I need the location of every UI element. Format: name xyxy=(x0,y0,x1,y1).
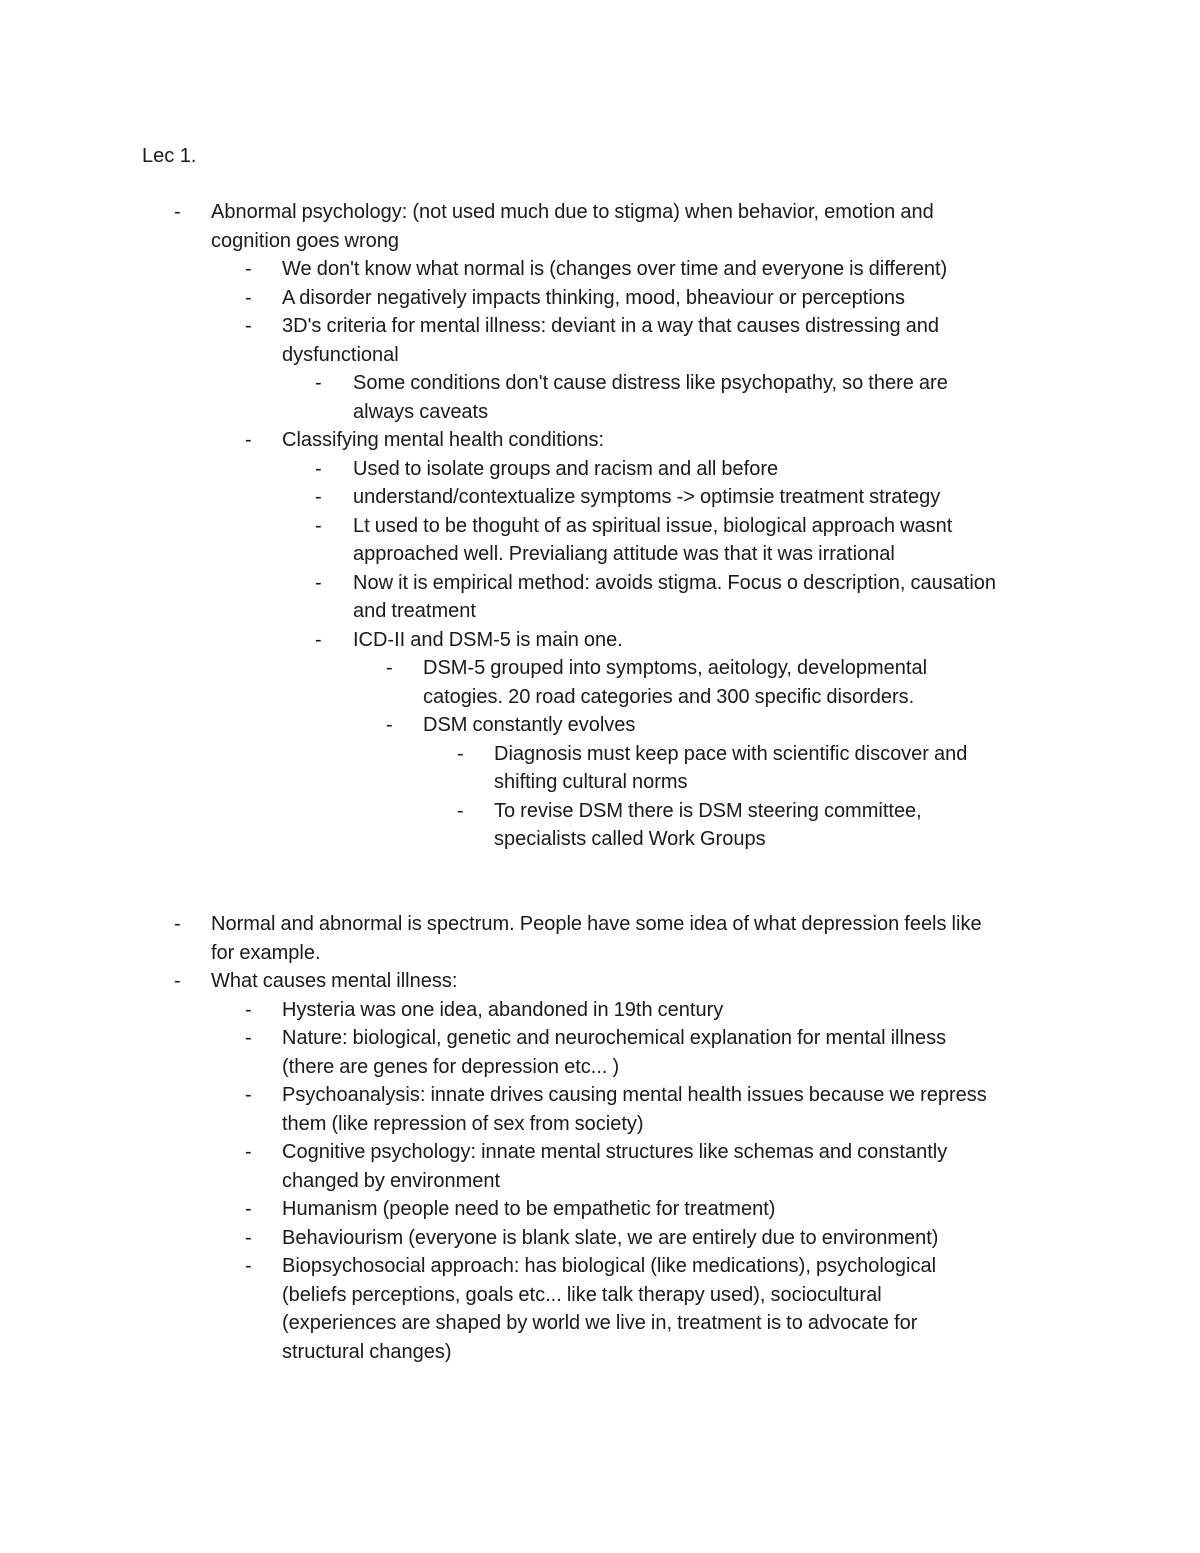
text-line: structural changes) xyxy=(282,1340,452,1363)
bullet-dash: - xyxy=(245,429,252,451)
list-item-text xyxy=(353,512,1056,569)
list-item xyxy=(0,569,1200,626)
text-line: Humanism (people need to be empathetic for treatment) xyxy=(282,1198,776,1220)
list-item xyxy=(0,1195,1200,1224)
text-line: Used to isolate groups and racism and all before xyxy=(353,457,779,480)
list-item-text xyxy=(282,1138,1056,1195)
bullet-dash: - xyxy=(245,1141,252,1163)
text-line: Biopsychosocial approach: has biological (like medications), psychological xyxy=(282,1255,937,1277)
text-line: Hysteria was one idea, abandoned in 19th century xyxy=(282,998,724,1021)
text-line: Classifying mental health conditions: xyxy=(282,429,605,451)
text-line: Now it is empirical method: avoids stigma. Focus o description, causation xyxy=(353,571,997,594)
text-line: To revise DSM there is DSM steering committee, xyxy=(494,799,922,822)
list-item-text xyxy=(282,1081,1056,1138)
list-item xyxy=(0,312,1200,369)
bullet-dash: - xyxy=(245,315,252,337)
bullet-dash: - xyxy=(315,457,322,480)
text-line: approached well. Previaliang attitude was that it was irrational xyxy=(353,543,895,565)
bullet-dash: - xyxy=(245,998,252,1021)
list-item-text xyxy=(282,284,1056,313)
list-item xyxy=(0,1224,1200,1253)
list-item-text xyxy=(353,455,1056,484)
bullet-dash: - xyxy=(245,1084,252,1106)
text-line: Diagnosis must keep pace with scientific discover and xyxy=(494,742,968,765)
list-item xyxy=(0,740,1200,797)
text-line: shifting cultural norms xyxy=(494,771,688,793)
list-item xyxy=(0,1252,1200,1366)
list-item-text xyxy=(353,483,1056,512)
list-item xyxy=(0,654,1200,711)
text-line: Behaviourism (everyone is blank slate, we are entirely due to environment) xyxy=(282,1226,939,1249)
bullet-dash: - xyxy=(245,1198,252,1220)
text-line: ICD-II and DSM-5 is main one. xyxy=(353,628,623,651)
list-item-text xyxy=(423,711,1023,740)
bullet-dash: - xyxy=(315,571,322,594)
text-line: DSM constantly evolves xyxy=(423,714,636,736)
list-item xyxy=(0,255,1200,284)
list-item-text xyxy=(211,910,1056,967)
text-line: (beliefs perceptions, goals etc... like talk therapy used), sociocultural xyxy=(282,1283,882,1306)
list-item xyxy=(0,1138,1200,1195)
text-line: Lt used to be thoguht of as spiritual issue, biological approach wasnt xyxy=(353,514,953,537)
text-line: specialists called Work Groups xyxy=(494,828,766,850)
list-item xyxy=(0,455,1200,484)
bullet-dash: - xyxy=(315,514,322,537)
list-item xyxy=(0,512,1200,569)
list-item-text xyxy=(282,1252,1056,1366)
bullet-dash: - xyxy=(315,372,322,394)
bullet-dash: - xyxy=(315,486,322,508)
text-line: for example. xyxy=(211,941,321,964)
list-item-text xyxy=(353,569,1056,626)
bullet-dash: - xyxy=(315,628,322,651)
list-item xyxy=(0,483,1200,512)
text-line: catogies. 20 road categories and 300 specific disorders. xyxy=(423,685,915,708)
list-item-text xyxy=(423,654,1023,711)
list-item-text xyxy=(353,369,1056,426)
list-item xyxy=(0,626,1200,655)
list-item-text xyxy=(494,740,1034,797)
text-line: A disorder negatively impacts thinking, mood, bheaviour or perceptions xyxy=(282,286,906,309)
text-line: Cognitive psychology: innate mental structures like schemas and constantly xyxy=(282,1141,948,1163)
bullet-dash: - xyxy=(245,286,252,309)
text-line: What causes mental illness: xyxy=(211,970,458,992)
text-line: Psychoanalysis: innate drives causing mental health issues because we repress xyxy=(282,1084,987,1106)
list-item-text xyxy=(282,1195,1056,1224)
bullet-dash: - xyxy=(457,742,464,765)
text-line: and treatment xyxy=(353,600,476,622)
bullet-dash: - xyxy=(245,1255,252,1277)
bullet-dash: - xyxy=(386,714,393,736)
text-line: (experiences are shaped by world we live in, treatment is to advocate for xyxy=(282,1312,918,1334)
text-line: Abnormal psychology: (not used much due to stigma) when behavior, emotion and xyxy=(211,201,934,223)
list-item-text xyxy=(353,626,1056,655)
text-line: 3D's criteria for mental illness: deviant in a way that causes distressing and xyxy=(282,315,940,337)
bullet-dash: - xyxy=(245,1226,252,1249)
text-line: Normal and abnormal is spectrum. People have some idea of what depression feels like xyxy=(211,913,982,935)
list-item xyxy=(0,967,1200,996)
list-item xyxy=(0,996,1200,1025)
list-item-text xyxy=(282,255,1056,284)
list-item xyxy=(0,369,1200,426)
list-item xyxy=(0,797,1200,854)
list-item xyxy=(0,910,1200,967)
notes-section-1 xyxy=(0,198,1200,854)
text-line: DSM-5 grouped into symptoms, aeitology, developmental xyxy=(423,657,928,679)
text-line: Nature: biological, genetic and neurochemical explanation for mental illness xyxy=(282,1027,947,1049)
bullet-dash: - xyxy=(386,657,393,679)
list-item-text xyxy=(282,1224,1056,1253)
list-item xyxy=(0,1024,1200,1081)
bullet-dash: - xyxy=(174,970,181,992)
list-item xyxy=(0,426,1200,455)
bullet-dash: - xyxy=(245,258,252,280)
list-item-text xyxy=(211,967,1056,996)
bullet-dash: - xyxy=(174,201,181,223)
list-item-text xyxy=(282,426,1056,455)
list-item xyxy=(0,284,1200,313)
list-item xyxy=(0,711,1200,740)
text-line: cognition goes wrong xyxy=(211,229,400,252)
list-item-text xyxy=(282,312,1056,369)
list-item-text xyxy=(211,198,1056,255)
bullet-dash: - xyxy=(245,1027,252,1049)
list-item xyxy=(0,1081,1200,1138)
text-line: always caveats xyxy=(353,400,489,423)
text-line: Some conditions don't cause distress like psychopathy, so there are xyxy=(353,372,948,394)
text-line: them (like repression of sex from society) xyxy=(282,1112,644,1135)
list-item xyxy=(0,198,1200,255)
text-line: dysfunctional xyxy=(282,343,399,366)
bullet-dash: - xyxy=(174,913,181,935)
text-line: changed by environment xyxy=(282,1169,501,1192)
notes-section-2 xyxy=(0,910,1200,1366)
lecture-heading: Lec 1. xyxy=(142,145,197,167)
bullet-dash: - xyxy=(457,799,464,822)
list-item-text xyxy=(494,797,1034,854)
list-item-text xyxy=(282,1024,1056,1081)
text-line: understand/contextualize symptoms -> optimsie treatment strategy xyxy=(353,486,941,508)
text-line: (there are genes for depression etc... ) xyxy=(282,1055,620,1078)
text-line: We don't know what normal is (changes over time and everyone is different) xyxy=(282,258,948,280)
list-item-text xyxy=(282,996,1056,1025)
